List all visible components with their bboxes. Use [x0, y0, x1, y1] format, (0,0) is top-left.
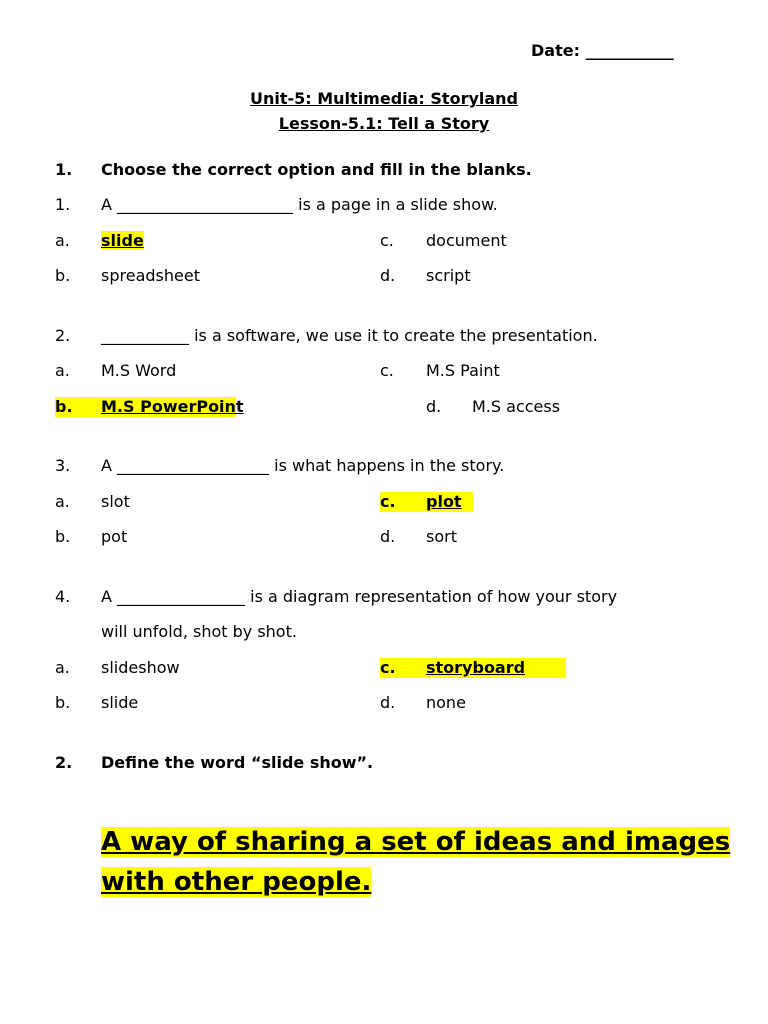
q2-opt-d-letter: d. [426, 397, 442, 416]
section1-number: 1. [55, 160, 73, 179]
answer-line-1: A way of sharing a set of ideas and images [101, 827, 731, 857]
q4-opt-b-letter: b. [55, 693, 71, 712]
answer-line-2: with other people. [101, 867, 372, 897]
section2-number: 2. [55, 753, 73, 772]
date-label: Date: ___________ [531, 41, 674, 60]
q1-opt-c-text: document [426, 231, 507, 250]
unit-title: Unit-5: Multimedia: Storyland [249, 89, 519, 108]
q2-opt-a-text: M.S Word [101, 361, 177, 380]
q4-text-continued: will unfold, shot by shot. [101, 622, 297, 641]
q2-opt-b-letter: b. [55, 397, 73, 416]
q4-opt-d-text: none [426, 693, 466, 712]
date-blank: ___________ [585, 41, 674, 60]
q1-opt-a-answer: slide [101, 231, 144, 250]
q2-opt-d-text: M.S access [472, 397, 561, 416]
q4-opt-d-letter: d. [380, 693, 396, 712]
q3-opt-c-text: plot [426, 492, 462, 511]
q2-opt-b-answer [55, 397, 244, 417]
q4-opt-a-text: slideshow [101, 658, 180, 677]
q3-opt-b-text: pot [101, 527, 128, 546]
q4-opt-a-letter: a. [55, 658, 70, 677]
q3-opt-a-letter: a. [55, 492, 70, 511]
q2-opt-c-text: M.S Paint [426, 361, 500, 380]
q3-text: A ___________________ is what happens in the story. [101, 456, 505, 475]
q1-opt-d-letter: d. [380, 266, 396, 285]
q3-number: 3. [55, 456, 71, 475]
q2-opt-c-letter: c. [380, 361, 394, 380]
q3-opt-d-letter: d. [380, 527, 396, 546]
q2-opt-b-text: M.S PowerPoint [101, 397, 244, 416]
q1-text: A ______________________ is a page in a slide show. [101, 195, 498, 214]
q3-opt-c-letter: c. [380, 492, 396, 511]
q1-opt-a-letter: a. [55, 231, 70, 250]
q1-opt-b-letter: b. [55, 266, 71, 285]
q2-opt-a-letter: a. [55, 361, 70, 380]
section2-title: Define the word “slide show”. [101, 753, 374, 772]
q1-opt-c-letter: c. [380, 231, 394, 250]
q3-opt-c-answer [380, 492, 473, 512]
q4-opt-c-text: storyboard [426, 658, 526, 677]
q4-number: 4. [55, 587, 71, 606]
q3-opt-d-text: sort [426, 527, 457, 546]
q1-opt-d-text: script [426, 266, 471, 285]
q2-number: 2. [55, 326, 71, 345]
q2-text: ___________ is a software, we use it to create the presentation. [101, 326, 598, 345]
q4-opt-b-text: slide [101, 693, 139, 712]
q4-opt-c-answer [380, 658, 566, 678]
q3-opt-a-text: slot [101, 492, 130, 511]
q4-text: A ________________ is a diagram representation of how your story [101, 587, 618, 606]
q1-number: 1. [55, 195, 71, 214]
section1-title: Choose the correct option and fill in the blanks. [101, 160, 532, 179]
lesson-title: Lesson-5.1: Tell a Story [278, 114, 490, 133]
q1-opt-b-text: spreadsheet [101, 266, 200, 285]
q3-opt-b-letter: b. [55, 527, 71, 546]
q4-opt-c-letter: c. [380, 658, 396, 677]
